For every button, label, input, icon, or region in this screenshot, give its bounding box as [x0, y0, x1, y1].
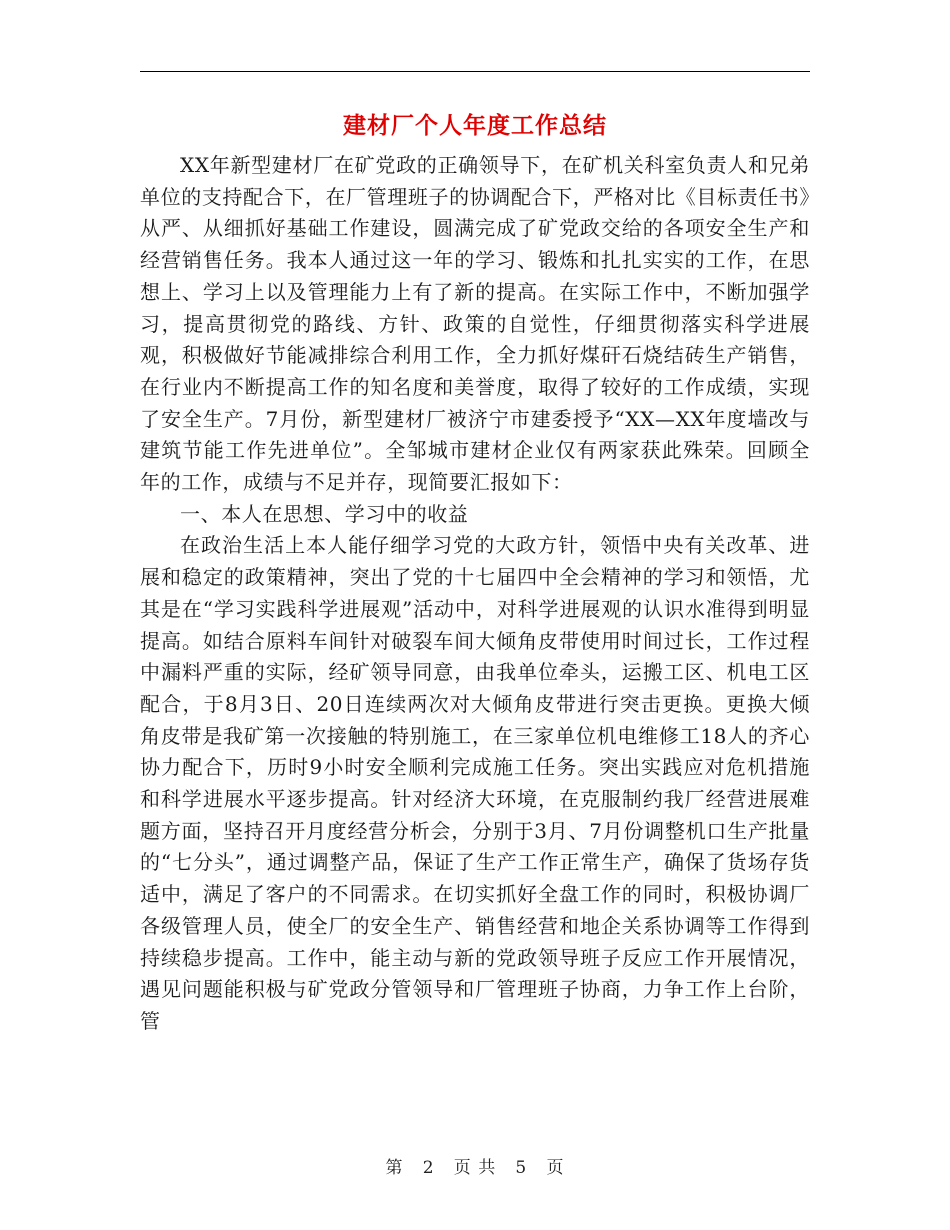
footer-current-page: 2 [422, 1158, 435, 1178]
document-body [140, 150, 810, 1038]
section-heading: 一、本人在思想、学习中的收益 [180, 501, 469, 526]
document-title: 建材厂个人年度工作总结 [343, 112, 607, 139]
footer-total-pages: 5 [515, 1158, 528, 1178]
footer-prefix: 第 [385, 1158, 404, 1178]
paragraph-intro: XX年新型建材厂在矿党政的正确领导下，在矿机关科室负责人和兄弟单位的支持配合下，在厂管理班子的协调配合下，严格对比《目标责任书》从严、从细抓好基础工作建设，圆满完成了矿党政交给的各项安全生产和经营销售任务。我本人通过这一年的学习、锻炼和扎扎实实的工作，在思想上、学习上以及管理能力上有了新的提高。在实际工作中，不断加强学习，提高贯彻党的路线、方针、政策的自觉性，仔细贯彻落实科学进展观，积极做好节能减排综合利用工作，全力抓好煤矸石烧结砖生产销售，在行业内不断提高工作的知名度和美誉度，取得了较好的工作成绩，实现了安全生产。7月份，新型建材厂被济宁市建委授予“XX—XX年度墙改与建筑节能工作先进单位”。全邹城市建材企业仅有两家获此殊荣。回顾全年的工作，成绩与不足并存，现简要汇报如下： [140, 153, 810, 495]
footer-suffix: 页 [546, 1158, 565, 1178]
paragraph-section-one: 在政治生活上本人能仔细学习党的大政方针，领悟中央有关改革、进展和稳定的政策精神，突出了党的十七届四中全会精神的学习和领悟，尤其是在“学习实践科学进展观”活动中，对科学进展观的认识水准得到明显提高。如结合原料车间针对破裂车间大倾角皮带使用时间过长，工作过程中漏料严重的实际，经矿领导同意，由我单位牵头，运搬工区、机电工区配合，于8月3日、20日连续两次对大倾角皮带进行突击更换。更换大倾角皮带是我矿第一次接触的特别施工，在三家单位机电维修工18人的齐心协力配合下，历时9小时安全顺利完成施工任务。突出实践应对危机措施和科学进展水平逐步提高。针对经济大环境，在克服制约我厂经营进展难题方面，坚持召开月度经营分析会，分别于3月、7月份调整机口生产批量的“七分头”，通过调整产品，保证了生产工作正常生产，确保了货场存货适中，满足了客户的不同需求。在切实抓好全盘工作的同时，积极协调厂各级管理人员，使全厂的安全生产、销售经营和地企关系协调等工作得到持续稳步提高。工作中，能主动与新的党政领导班子反应工作开展情况，遇见问题能积极与矿党政分管领导和厂管理班子协商，力争工作上台阶，管 [140, 533, 810, 1033]
header-rule [140, 71, 810, 72]
page-number-footer [0, 1153, 950, 1178]
footer-middle: 页 共 [453, 1158, 497, 1178]
